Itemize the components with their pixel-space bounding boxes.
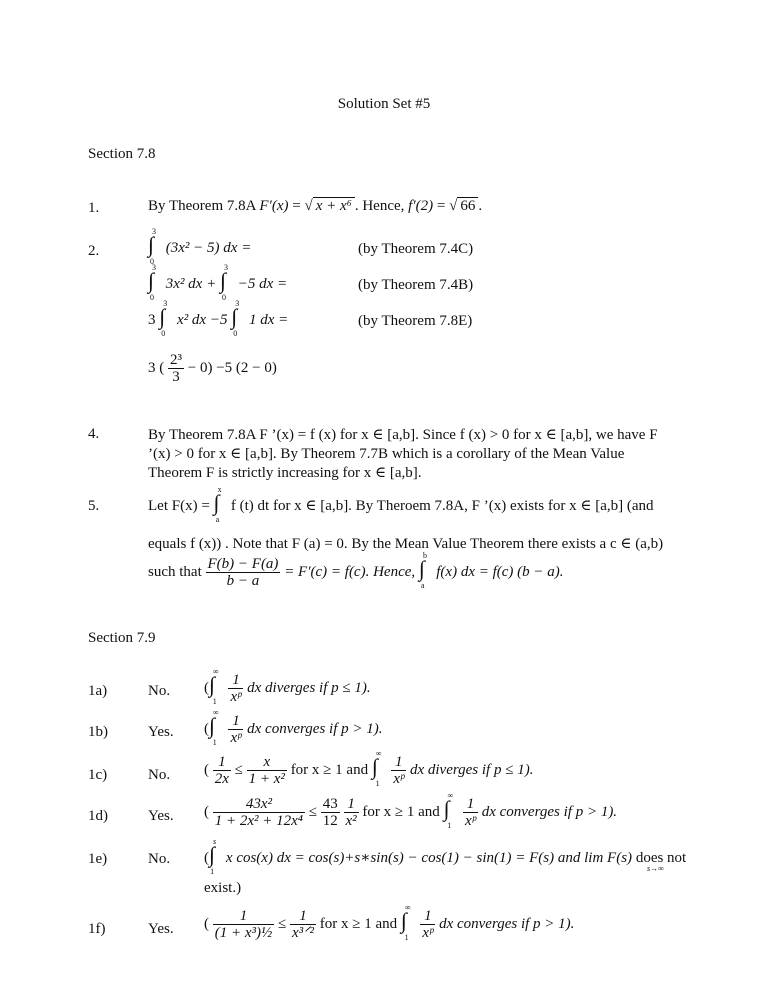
section-7-9-heading: Section 7.9 — [88, 630, 156, 646]
item-1e-label: 1e) — [88, 851, 108, 867]
problem-2-line-3: 3 ∫$^3_0$ x² dx −5 ∫$^3_0$ 1 dx = — [148, 299, 289, 338]
item-1a-expression: ($\int^\infty_1$ $\frac{1}{\text{xᵖ}}$ dx diverges if p ≤ 1). — [204, 667, 371, 706]
problem-1-number: 1. — [88, 200, 100, 216]
problem-5-line-3: such that $\frac{F(b) - F(a)}{b - a}$ = F′(c) = f(c). Hence, ∫$^b_a$ f(x) dx = f(c) (b − a). — [148, 551, 564, 590]
problem-2-number: 2. — [88, 243, 100, 259]
problem-5-number: 5. — [88, 498, 100, 514]
problem-4-text: By Theorem 7.8A F ’(x) = f (x) for x ∈ [a,b]. Since f (x) > 0 for x ∈ [a,b], we have F ’(x) > 0 for x ∈ [a,b]. By Theorem 7.7B which is a corollary of the Mean Value Theorem F is strictly increasing for x ∈ [a,b]. — [148, 427, 658, 481]
limit-subscript: s→∞ — [647, 864, 664, 873]
problem-2-reason-2: (by Theorem 7.4B) — [358, 277, 474, 293]
item-1c-answer: No. — [148, 767, 171, 783]
problem-5-line-1: Let F(x) = ∫$^x_a$ f (t) dt for x ∈ [a,b]. By Theroem 7.8A, F ’(x) exists for x ∈ [a,b] (and — [148, 485, 654, 524]
item-1e-answer: No. — [148, 851, 171, 867]
sqrt-expression: x + x⁶ — [313, 197, 355, 214]
problem-2-line-1: ∫$^3_0$ (3x² − 5) dx = — [148, 227, 252, 266]
problem-2-line-4: 3 ( $\frac{\text{2³}}{3}$ − 0) −5 (2 − 0) — [148, 352, 277, 385]
item-1d-label: 1d) — [88, 808, 108, 824]
problem-2-reason-3: (by Theorem 7.8E) — [358, 313, 473, 329]
item-1d-answer: Yes. — [148, 808, 174, 824]
item-1f-answer: Yes. — [148, 921, 174, 937]
item-1d-expression: ( $\frac{\text{43x²}}{\text{1 + 2x² + 12x⁴}}$ ≤ $\frac{43}{12}$ $\frac{1}{\text{x²}}$ for x ≥ 1 and $\int^\infty_1$ $\frac{1}{\text{xᵖ}}$ dx converges if p > 1). — [204, 791, 618, 830]
item-1f-label: 1f) — [88, 921, 106, 937]
problem-2-reason-1: (by Theorem 7.4C) — [358, 241, 474, 257]
problem-5-line-2: equals f (x)) . Note that F (a) = 0. By the Mean Value Theorem there exists a c ∈ (a,b) — [148, 536, 664, 552]
item-1c-expression: ( $\frac{1}{2x}$ ≤ $\frac{x}{\text{1 + x²}}$ for x ≥ 1 and $\int^\infty_1$ $\frac{1}{\text{xᵖ}}$ dx diverges if p ≤ 1). — [204, 749, 534, 788]
section-7-8-heading: Section 7.8 — [88, 146, 156, 162]
page-title: Solution Set #5 — [337, 96, 431, 112]
problem-1-line: By Theorem 7.8A F′(x) = √ x + x⁶ . Hence, f′(2) = √ 66 . — [148, 198, 483, 214]
item-1f-expression: ( $\frac{1}{\text{(1 + x³)½}}$ ≤ $\frac{1}{\text{x³ᐟ²}}$ for x ≥ 1 and $\int^\infty_1$ $\frac{1}{\text{xᵖ}}$ dx converges if p > 1). — [204, 903, 575, 942]
item-1a-answer: No. — [148, 683, 171, 699]
problem-4-number: 4. — [88, 426, 100, 442]
item-1e-expression: (∫$^s_1$ x cos(x) dx = cos(s)+s∗sin(s) − cos(1) − sin(1) = F(s) and lim F(s) does not — [204, 837, 687, 876]
problem-2-line-2: ∫$^3_0$ 3x² dx + ∫$^3_0$ −5 dx = — [148, 263, 288, 302]
item-1c-label: 1c) — [88, 767, 108, 783]
item-1b-answer: Yes. — [148, 724, 174, 740]
item-1b-label: 1b) — [88, 724, 108, 740]
limit-expression: lim F(s) — [584, 850, 633, 866]
item-1a-label: 1a) — [88, 683, 108, 699]
item-1e-continuation: exist.) — [204, 880, 242, 896]
item-1b-expression: ($\int^\infty_1$ $\frac{1}{\text{xᵖ}}$ dx converges if p > 1). — [204, 708, 383, 747]
